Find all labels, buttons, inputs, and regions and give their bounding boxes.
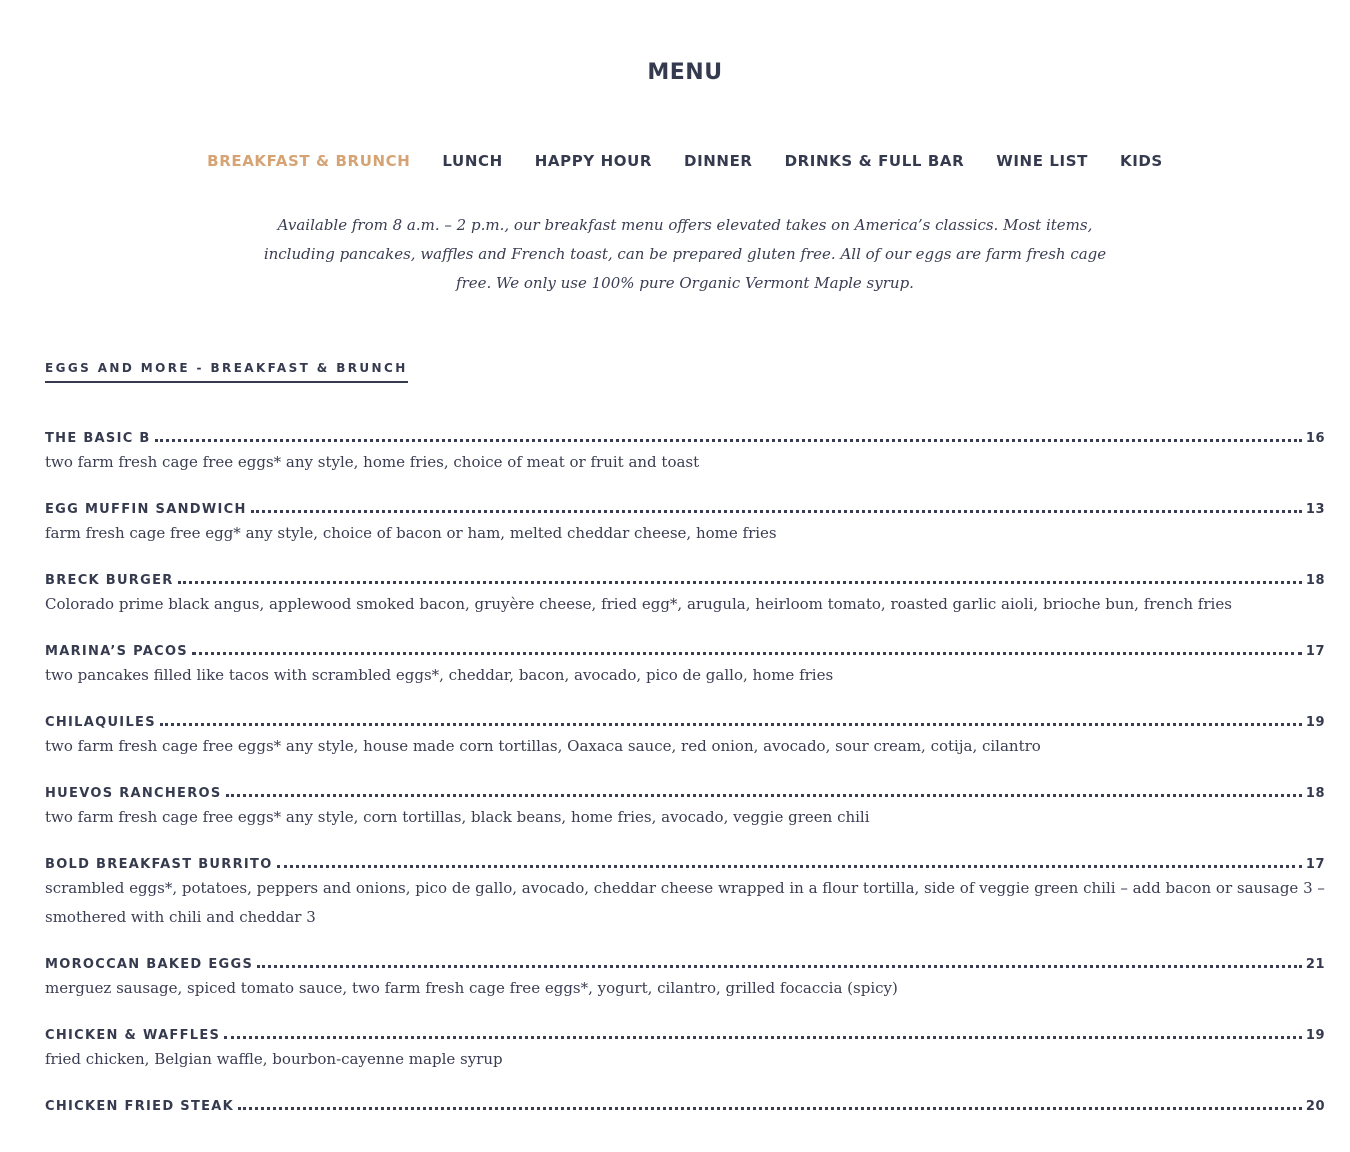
menu-item xyxy=(45,1025,1325,1074)
menu-item-name: EGG MUFFIN SANDWICH xyxy=(45,502,247,517)
menu-item-description: two farm fresh cage free eggs* any style, home fries, choice of meat or fruit and toast xyxy=(45,453,700,471)
dot-leader xyxy=(238,1107,1302,1110)
dot-leader xyxy=(277,865,1302,868)
tab-dinner[interactable]: DINNER xyxy=(684,152,753,170)
tab-wine-list[interactable]: WINE LIST xyxy=(996,152,1088,170)
page-title: MENU xyxy=(647,60,723,85)
dot-leader xyxy=(160,723,1302,726)
menu-item-price: 19 xyxy=(1305,1028,1325,1043)
menu-item-description: Colorado prime black angus, applewood smoked bacon, gruyère cheese, fried egg*, arugula, heirloom tomato, roasted garlic aioli, brioche bun, french fries xyxy=(45,595,1232,613)
tab-drinks-full-bar[interactable]: DRINKS & FULL BAR xyxy=(784,152,965,170)
menu-item-name: HUEVOS RANCHEROS xyxy=(45,786,222,801)
menu-item xyxy=(45,712,1325,761)
menu-item-list xyxy=(45,428,1325,1136)
menu-item-description: two farm fresh cage free eggs* any style, house made corn tortillas, Oaxaca sauce, red onion, avocado, sour cream, cotija, cilantro xyxy=(45,737,1041,755)
menu-item xyxy=(45,428,1325,477)
menu-intro-text: Available from 8 a.m. – 2 p.m., our breakfast menu offers elevated takes on America’s classics. Most items, including pancakes, waffles and French toast, can be prepared gluten free. All of our eggs are farm fresh cage free. We only use 100% pure Organic Vermont Maple syrup. xyxy=(263,216,1107,292)
menu-item-description: two pancakes filled like tacos with scrambled eggs*, cheddar, bacon, avocado, pico de gallo, home fries xyxy=(45,666,834,684)
dot-leader xyxy=(155,439,1302,442)
menu-item-name: MOROCCAN BAKED EGGS xyxy=(45,957,254,972)
menu-tabs xyxy=(0,152,1350,170)
menu-item-price: 18 xyxy=(1305,786,1325,801)
dot-leader xyxy=(192,652,1302,655)
menu-item xyxy=(45,854,1325,932)
menu-item-price: 16 xyxy=(1305,431,1325,446)
dot-leader xyxy=(251,510,1302,513)
dot-leader xyxy=(224,1036,1302,1039)
menu-item-price: 17 xyxy=(1305,857,1325,872)
menu-item xyxy=(45,641,1325,690)
dot-leader xyxy=(257,965,1302,968)
menu-item-description: scrambled eggs*, potatoes, peppers and onions, pico de gallo, avocado, cheddar cheese wrapped in a flour tortilla, side of veggie green chili – add bacon or sausage 3 – smothered with chili and cheddar 3 xyxy=(45,879,1325,926)
menu-item xyxy=(45,570,1325,619)
tab-kids[interactable]: KIDS xyxy=(1119,152,1163,170)
menu-item-name: CHICKEN FRIED STEAK xyxy=(45,1099,235,1114)
menu-item-price: 13 xyxy=(1305,502,1325,517)
tab-happy-hour[interactable]: HAPPY HOUR xyxy=(534,152,653,170)
menu-item-description: farm fresh cage free egg* any style, choice of bacon or ham, melted cheddar cheese, home fries xyxy=(45,524,777,542)
section-heading: EGGS AND MORE - BREAKFAST & BRUNCH xyxy=(45,361,408,383)
menu-item-name: CHICKEN & WAFFLES xyxy=(45,1028,221,1043)
menu-item-price: 21 xyxy=(1305,957,1325,972)
menu-item-price: 19 xyxy=(1305,715,1325,730)
menu-item-name: THE BASIC B xyxy=(45,431,151,446)
menu-item-price: 17 xyxy=(1305,644,1325,659)
dot-leader xyxy=(226,794,1302,797)
menu-item-name: BRECK BURGER xyxy=(45,573,174,588)
tab-lunch[interactable]: LUNCH xyxy=(442,152,503,170)
menu-item xyxy=(45,499,1325,548)
menu-item-price: 20 xyxy=(1305,1099,1325,1114)
tab-breakfast-brunch[interactable]: BREAKFAST & BRUNCH xyxy=(207,152,411,170)
menu-item-description: fried chicken, Belgian waffle, bourbon-cayenne maple syrup xyxy=(45,1050,503,1068)
menu-item xyxy=(45,783,1325,832)
menu-item xyxy=(45,954,1325,1003)
menu-item-description: two farm fresh cage free eggs* any style, corn tortillas, black beans, home fries, avocado, veggie green chili xyxy=(45,808,870,826)
menu-item-price: 18 xyxy=(1305,573,1325,588)
menu-item-name: CHILAQUILES xyxy=(45,715,156,730)
menu-item xyxy=(45,1096,1325,1114)
menu-item-description: merguez sausage, spiced tomato sauce, two farm fresh cage free eggs*, yogurt, cilantro, grilled focaccia (spicy) xyxy=(45,979,898,997)
dot-leader xyxy=(178,581,1302,584)
menu-item-name: MARINA’S PACOS xyxy=(45,644,188,659)
menu-item-name: BOLD BREAKFAST BURRITO xyxy=(45,857,273,872)
